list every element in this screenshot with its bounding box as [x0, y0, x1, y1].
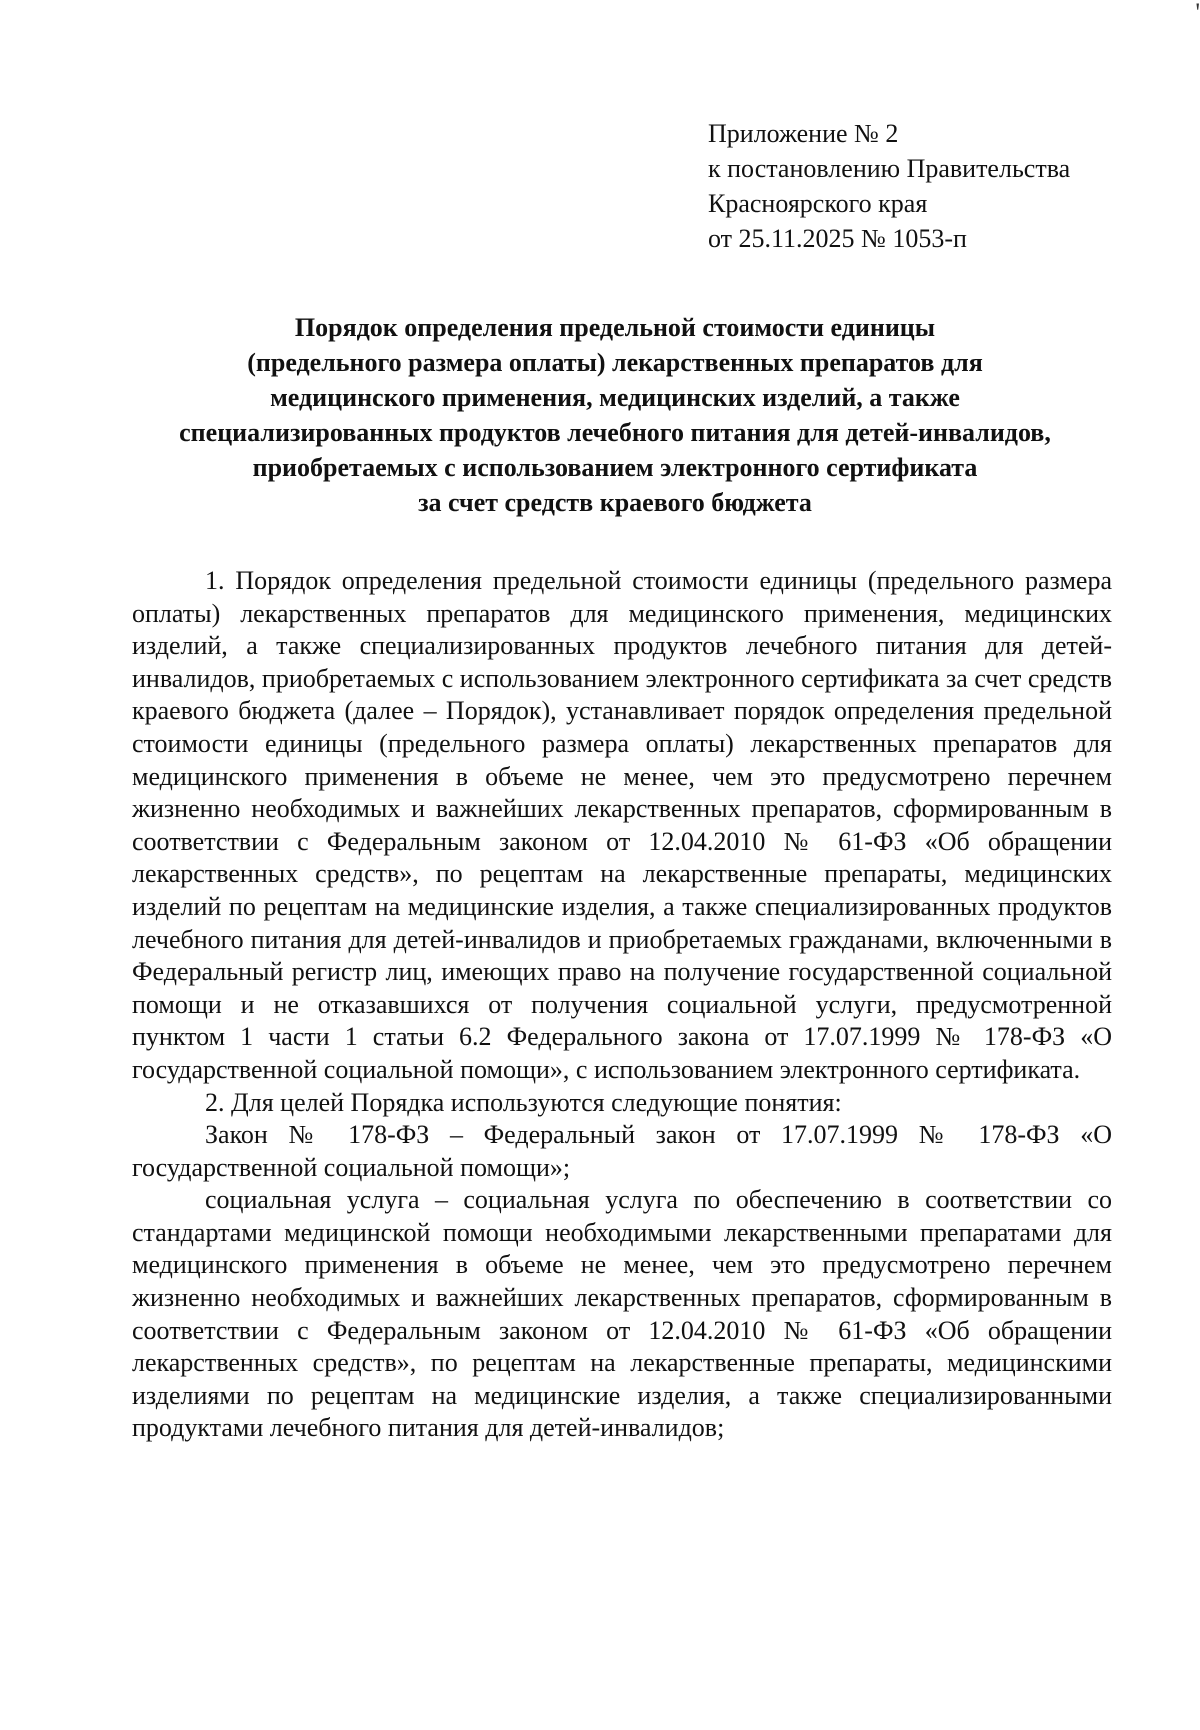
- title-line: Порядок определения предельной стоимости единицы: [294, 313, 936, 342]
- appendix-resolution: к постановлению Правительства: [708, 154, 1071, 183]
- title-line: за счет средств краевого бюджета: [418, 488, 812, 517]
- document-title: [120, 310, 1110, 520]
- title-line: приобретаемых с использованием электронного сертификата: [252, 453, 978, 482]
- paragraph-4: социальная услуга – социальная услуга по обеспечению в соответствии со стандартами медицинской помощи необходимыми лекарственными препаратами для медицинского применения в объеме не менее, чем это предусмотрено перечнем жизненно необходимых и важнейших лекарственных препаратов, сформированным в соответствии с Федеральным законом от 12.04.2010 № 61-ФЗ «Об обращении лекарственных средств», по рецептам на лекарственные препараты, медицинскими изделиями по рецептам на медицинские изделия, а также специализированными продуктами лечебного питания для детей-инвалидов;: [132, 1185, 1112, 1443]
- appendix-region: Красноярского края: [708, 189, 928, 218]
- paragraph-1: 1. Порядок определения предельной стоимости единицы (предельного размера оплаты) лекарственных препаратов для медицинского применения, медицинских изделий, а также специализированных продуктов лечебного питания для детей-инвалидов, приобретаемых с использованием электронного сертификата за счет средств краевого бюджета (далее – Порядок), устанавливает порядок определения предельной стоимости единицы (предельного размера оплаты) лекарственных препаратов для медицинского применения в объеме не менее, чем это предусмотрено перечнем жизненно необходимых и важнейших лекарственных препаратов, сформированным в соответствии с Федеральным законом от 12.04.2010 № 61-ФЗ «Об обращении лекарственных средств», по рецептам на лекарственные препараты, медицинских изделий по рецептам на медицинские изделия, а также специализированных продуктов лечебного питания для детей-инвалидов и приобретаемых гражданами, включенными в Федеральный регистр лиц, имеющих право на получение государственной социальной помощи и не отказавшихся от получения социальной услуги, предусмотренной пунктом 1 части 1 статьи 6.2 Федерального закона от 17.07.1999 № 178-ФЗ «О государственной социальной помощи», с использованием электронного сертификата.: [132, 566, 1112, 1084]
- corner-mark: ': [1195, 0, 1200, 27]
- title-line: (предельного размера оплаты) лекарственных препаратов для: [247, 348, 983, 377]
- appendix-date-number: от 25.11.2025 № 1053-п: [708, 224, 967, 253]
- document-body: [132, 565, 1112, 1445]
- paragraph-3: Закон № 178-ФЗ – Федеральный закон от 17.07.1999 № 178-ФЗ «О государственной социальной помощи»;: [132, 1120, 1112, 1182]
- paragraph-2: 2. Для целей Порядка используются следующие понятия:: [205, 1087, 842, 1117]
- appendix-header: [708, 116, 1070, 256]
- title-line: специализированных продуктов лечебного питания для детей-инвалидов,: [179, 418, 1051, 447]
- appendix-number: Приложение № 2: [708, 119, 899, 148]
- title-line: медицинского применения, медицинских изделий, а также: [270, 383, 960, 412]
